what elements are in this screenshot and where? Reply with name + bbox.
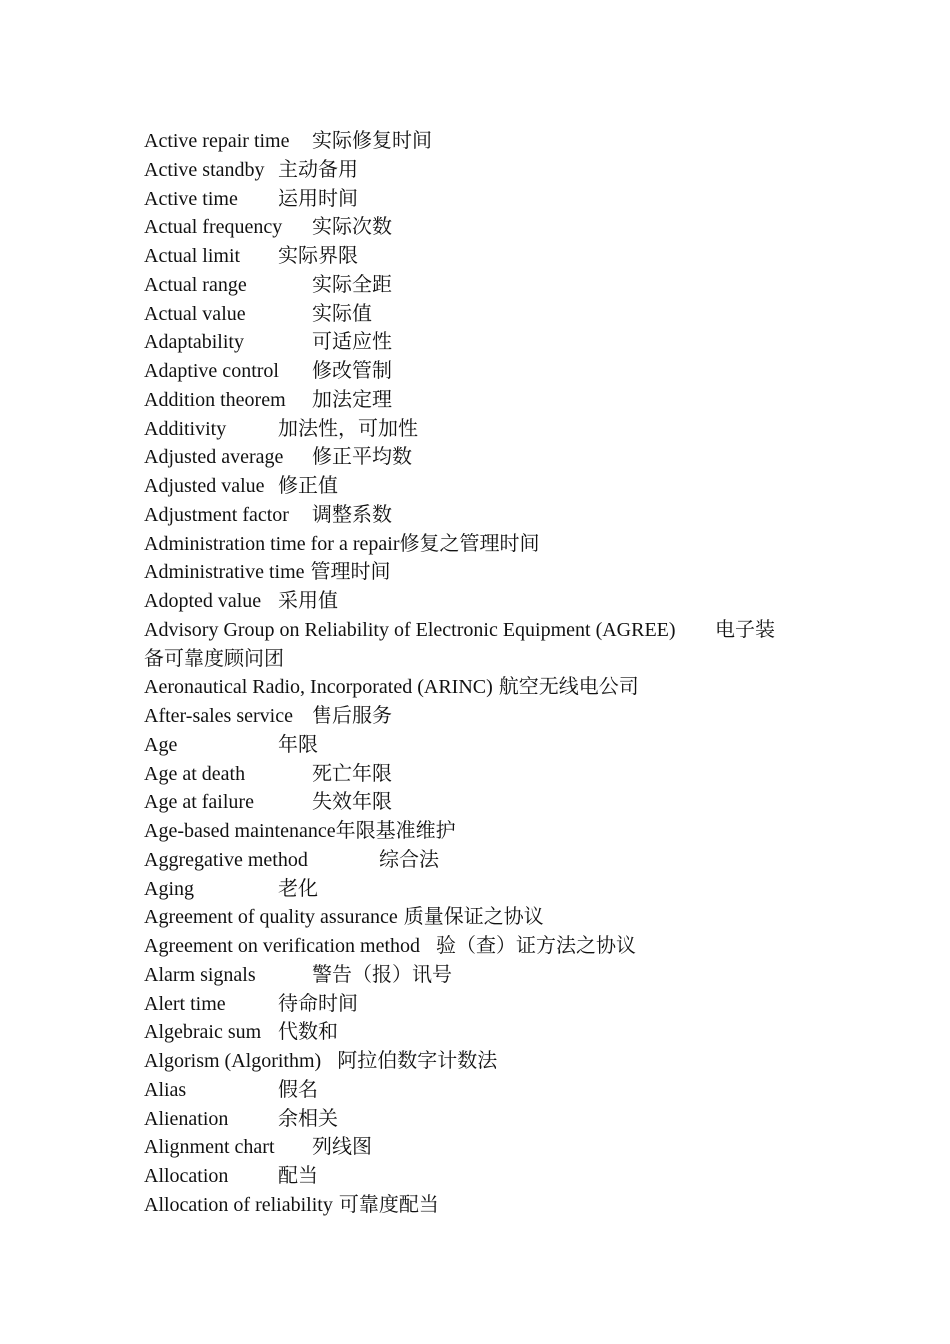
term-english: Active time [144,187,238,210]
glossary-entry [144,386,794,415]
term-chinese: 实际次数 [312,216,392,239]
term-english: Administration time for a repair [144,532,400,555]
glossary-entry [144,673,794,702]
term-english: Age [144,733,178,756]
term-english: Age at death [144,762,246,785]
glossary-entry [144,788,794,817]
glossary-entry [144,702,794,731]
glossary-entry [144,127,794,156]
glossary-entry [144,242,794,271]
term-chinese: 阿拉伯数字计数法 [337,1050,498,1072]
term-english: Adjustment factor [144,503,289,526]
glossary-entry [144,558,794,587]
term-english: Actual limit [144,245,241,267]
term-english: Adopted value [144,590,262,612]
term-chinese: 运用时间 [278,187,358,210]
glossary-entry [144,1133,794,1162]
glossary-entry [144,846,794,875]
term-chinese: 修改管制 [312,360,392,382]
glossary-entry [144,271,794,300]
term-english: Alignment chart [144,1136,275,1159]
term-english: Alert time [144,992,226,1015]
term-english: Age at failure [144,791,254,814]
glossary-entry [144,990,794,1019]
term-english: Adaptive control [144,360,279,382]
glossary-entry [144,156,794,185]
glossary-entry [144,587,794,616]
term-chinese: 年限 [278,733,318,756]
term-english: Alarm signals [144,963,256,986]
term-english: Algebraic sum [144,1021,262,1044]
glossary-entry [144,472,794,501]
term-english: Alienation [144,1107,229,1130]
glossary-entry [144,875,794,904]
term-english: Adaptability [144,331,244,354]
glossary-entry [144,415,794,444]
term-chinese: 老化 [278,877,318,900]
term-english: Allocation [144,1165,229,1187]
term-english: Agreement on verification method [144,935,421,957]
glossary-entry [144,1105,794,1134]
term-chinese: 修复之管理时间 [399,532,540,555]
term-chinese: 死亡年限 [312,762,392,785]
glossary-entry [144,616,794,645]
term-chinese: 验（查）证方法之协议 [436,935,637,957]
term-english: Allocation of reliability [144,1193,333,1216]
term-chinese: 可靠度配当 [338,1193,439,1216]
term-chinese: 质量保证之协议 [403,906,544,929]
glossary-entry-continuation [144,645,794,674]
glossary-entry [144,530,794,559]
glossary-list [144,127,794,1220]
term-english: Adjusted value [144,475,265,497]
term-chinese: 代数和 [278,1021,338,1044]
glossary-entry [144,213,794,242]
term-english: After-sales service [144,705,293,727]
term-chinese: 电子装 [715,618,775,641]
term-chinese: 修正平均数 [312,446,412,469]
term-english: Adjusted average [144,446,284,469]
term-chinese: 售后服务 [312,705,392,727]
term-english: Actual frequency [144,216,283,239]
term-chinese: 实际全距 [312,273,392,296]
term-chinese: 主动备用 [278,158,358,181]
glossary-entry [144,1191,794,1220]
term-english: Active repair time [144,130,290,152]
term-chinese: 余相关 [278,1107,338,1130]
term-chinese-continued: 备可靠度顾问团 [144,647,284,670]
term-english: Aggregative method [144,848,308,871]
glossary-entry [144,903,794,932]
term-chinese: 可适应性 [312,331,392,354]
term-english: Aeronautical Radio, Incorporated (ARINC) [144,676,493,699]
glossary-entry [144,1018,794,1047]
term-english: Advisory Group on Reliability of Electronic Equipment (AGREE) [144,618,676,641]
term-chinese: 列线图 [312,1136,372,1159]
term-english: Actual range [144,273,247,296]
term-english: Addition theorem [144,388,286,411]
glossary-entry [144,357,794,386]
term-chinese: 修正值 [278,475,338,497]
term-english: Administrative time [144,561,305,584]
term-chinese: 调整系数 [312,503,392,526]
term-chinese: 采用值 [278,590,338,612]
glossary-entry [144,328,794,357]
glossary-entry [144,443,794,472]
glossary-entry [144,817,794,846]
term-chinese: 航空无线电公司 [498,676,639,699]
term-english: Agreement of quality assurance [144,906,398,929]
term-english: Active standby [144,158,265,181]
glossary-entry [144,300,794,329]
term-chinese: 管理时间 [310,561,391,584]
glossary-entry [144,501,794,530]
term-english: Additivity [144,417,227,440]
term-chinese: 假名 [278,1078,318,1101]
term-english: Alias [144,1078,187,1101]
term-english: Actual value [144,302,246,325]
glossary-entry [144,1162,794,1191]
term-chinese: 警告（报）讯号 [312,963,452,986]
term-chinese: 实际值 [312,302,372,325]
term-chinese: 实际界限 [278,245,358,267]
term-english: Age-based maintenance [144,820,336,842]
glossary-entry [144,731,794,760]
glossary-entry [144,932,794,961]
glossary-entry [144,961,794,990]
glossary-entry [144,760,794,789]
term-chinese: 待命时间 [278,992,358,1015]
term-chinese: 实际修复时间 [312,130,432,152]
glossary-entry [144,185,794,214]
term-english: Algorism (Algorithm) [144,1050,322,1072]
glossary-entry [144,1076,794,1105]
glossary-entry [144,1047,794,1076]
term-chinese: 加法定理 [312,388,392,411]
term-chinese: 综合法 [379,848,439,871]
term-chinese: 加法性，可加性 [278,417,418,440]
term-chinese: 失效年限 [312,791,392,814]
term-chinese: 配当 [278,1165,318,1187]
term-chinese: 年限基准维护 [335,820,456,842]
term-english: Aging [144,877,194,900]
